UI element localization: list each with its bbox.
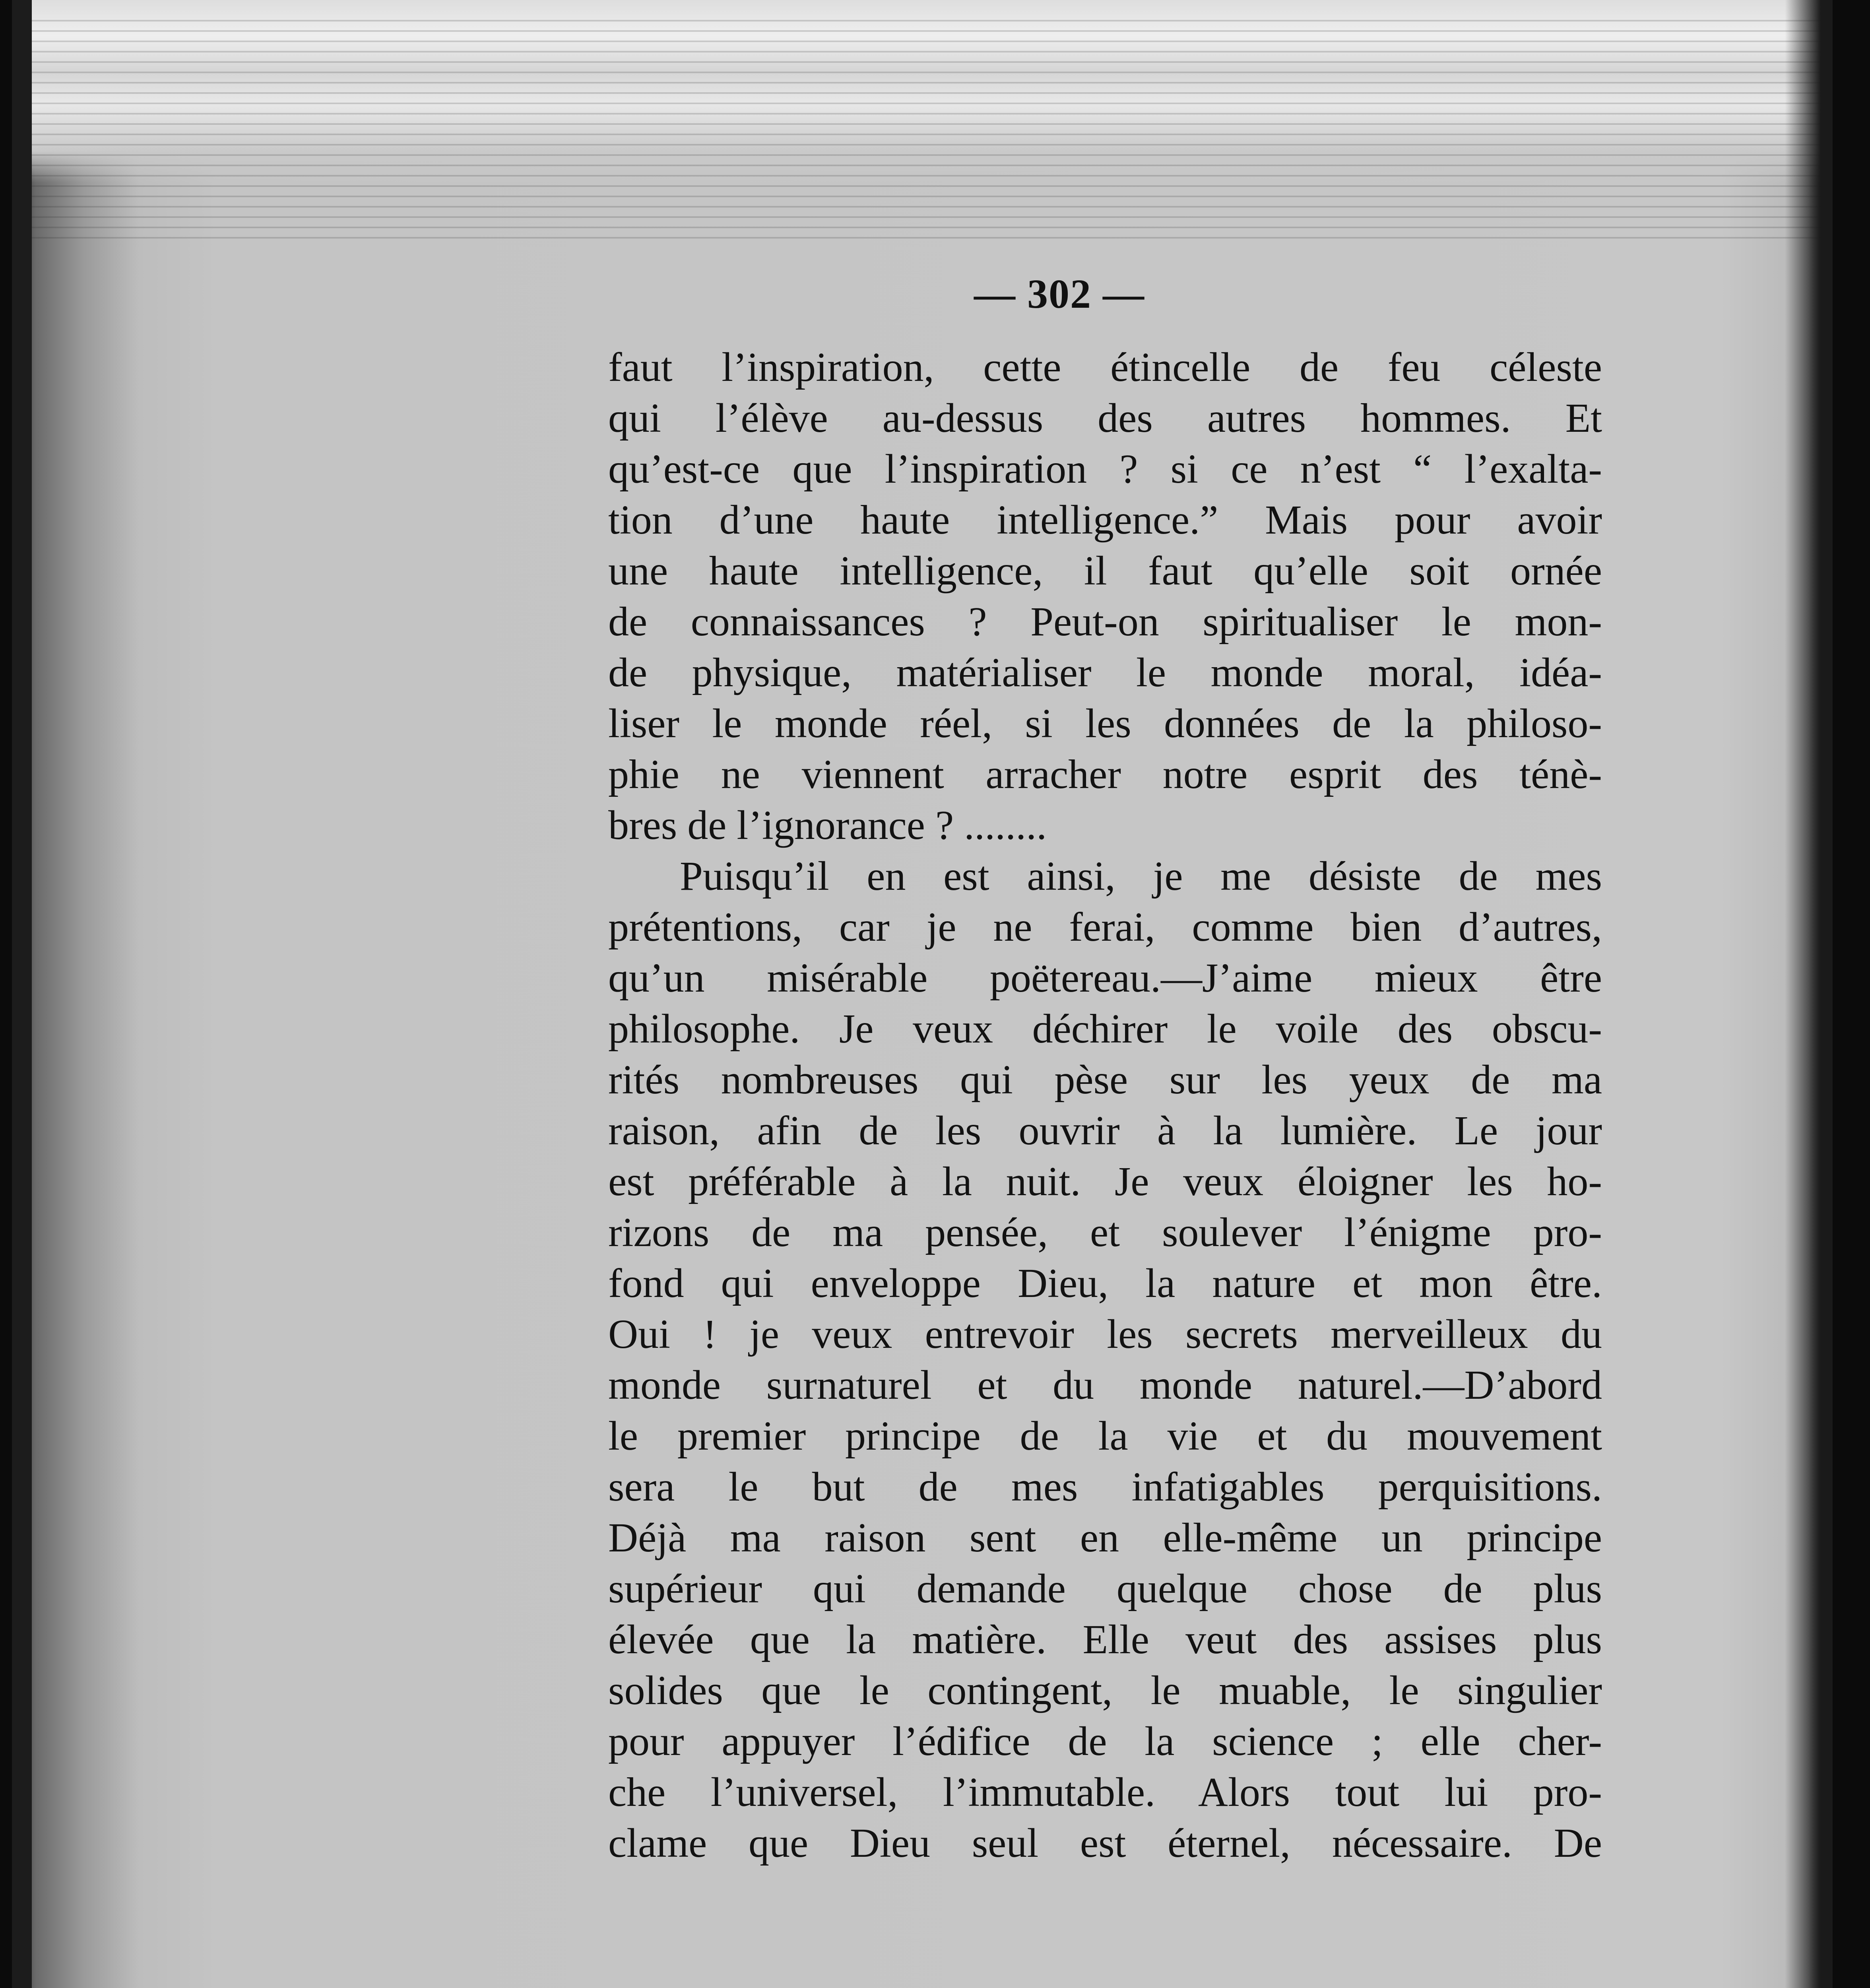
- body-text: [608, 342, 1602, 1869]
- paragraph-1: [608, 342, 1602, 851]
- text-line: tion d’une haute intelligence.” Mais pour avoir: [608, 497, 1602, 543]
- text-line: qu’un misérable poëtereau.—J’aime mieux être: [608, 955, 1602, 1001]
- paragraph-2: [608, 851, 1602, 1869]
- text-line: sera le but de mes infatigables perquisitions.: [608, 1464, 1602, 1510]
- text-line: liser le monde réel, si les données de la philoso-: [608, 701, 1602, 746]
- text-line: une haute intelligence, il faut qu’elle soit ornée: [608, 548, 1602, 594]
- right-page-edge: [1785, 0, 1833, 1988]
- text-line: rités nombreuses qui pèse sur les yeux de ma: [608, 1057, 1602, 1103]
- text-line: est préférable à la nuit. Je veux éloigner les ho-: [608, 1159, 1602, 1204]
- text-line: de physique, matérialiser le monde moral, idéa-: [608, 650, 1602, 695]
- text-line: le premier principe de la vie et du mouvement: [608, 1413, 1602, 1459]
- text-line: bres de l’ignorance ? ........: [608, 802, 1047, 848]
- text-line: qu’est-ce que l’inspiration ? si ce n’est “ l’exalta-: [608, 446, 1602, 492]
- text-line: monde surnaturel et du monde naturel.—D’abord: [608, 1362, 1602, 1408]
- left-binding-edge: [12, 0, 32, 1988]
- text-line: phie ne viennent arracher notre esprit des ténè-: [608, 751, 1602, 797]
- text-line: Oui ! je veux entrevoir les secrets merveilleux du: [608, 1311, 1602, 1357]
- text-line: philosophe. Je veux déchirer le voile des obscu-: [608, 1006, 1602, 1052]
- text-line: rizons de ma pensée, et soulever l’énigme pro-: [608, 1209, 1602, 1255]
- text-line: fond qui enveloppe Dieu, la nature et mon être.: [608, 1260, 1602, 1306]
- ruled-texture-top: [12, 16, 1833, 239]
- text-line: de connaissances ? Peut-on spiritualiser le mon-: [608, 599, 1602, 645]
- text-line: supérieur qui demande quelque chose de plus: [608, 1566, 1602, 1611]
- text-line: pour appuyer l’édifice de la science ; elle cher-: [608, 1718, 1602, 1764]
- text-line: faut l’inspiration, cette étincelle de feu céleste: [608, 344, 1602, 390]
- text-line: raison, afin de les ouvrir à la lumière. Le jour: [608, 1108, 1602, 1153]
- page-number: — 302 —: [974, 271, 1145, 317]
- text-line: Puisqu’il en est ainsi, je me désiste de mes: [680, 853, 1602, 899]
- text-line: clame que Dieu seul est éternel, nécessaire. De: [608, 1820, 1602, 1866]
- text-line: solides que le contingent, le muable, le singulier: [608, 1668, 1602, 1713]
- text-line: élevée que la matière. Elle veut des assises plus: [608, 1617, 1602, 1662]
- text-line: prétentions, car je ne ferai, comme bien d’autres,: [608, 904, 1602, 950]
- text-line: Déjà ma raison sent en elle-même un principe: [608, 1515, 1602, 1561]
- text-line: qui l’élève au-dessus des autres hommes. Et: [608, 395, 1602, 441]
- text-line: che l’universel, l’immutable. Alors tout lui pro-: [608, 1769, 1602, 1815]
- book-page: [12, 0, 1833, 1988]
